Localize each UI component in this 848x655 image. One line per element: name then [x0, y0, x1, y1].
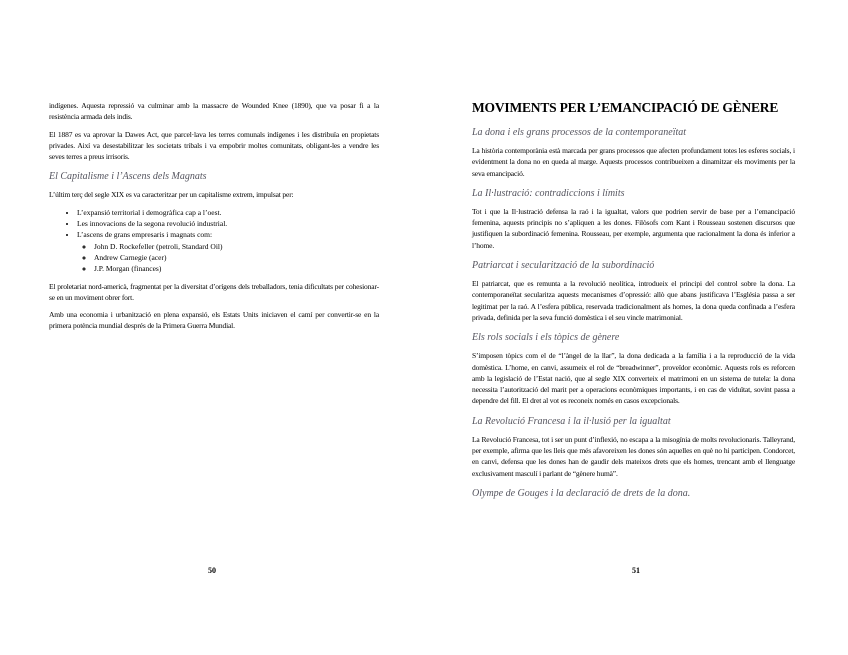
section-heading-capitalisme: El Capitalisme i l’Ascens dels Magnats — [49, 171, 207, 183]
page-number-right: 51 — [632, 566, 640, 575]
paragraph: El 1887 es va aprovar la Dawes Act, que parcel·lava les terres comunals indígenes i les distribuïa en propietats privades. Així va desestabilitzar les societats tribals i va empobrir moltes comunitats, obligant-les a vendre les seves terres a preus irrisoris. — [49, 129, 379, 162]
paragraph: indígenes. Aquesta repressió va culminar amb la massacre de Wounded Knee (1890), que va posar fi a la resistència armada dels indis. — [49, 101, 379, 122]
sub-list-item: ◦ John D. Rockefeller (petroli, Standard Oil) — [94, 241, 379, 252]
section-heading: La Il·lustració: contradiccions i límits — [472, 187, 625, 199]
list-item — [77, 229, 379, 274]
section-heading: La Revolució Francesa i la il·lusió per la igualtat — [472, 415, 671, 427]
paragraph: La història contemporània està marcada per grans processos que afecten profundament totes les esferes socials, i evidentment la dona no en queda al marge. Aquests processos contribueixen a dinamitzar els moviments per la seva emancipació. — [472, 146, 795, 178]
page-number-left: 50 — [208, 566, 216, 575]
paragraph: Amb una economia i urbanització en plena expansió, els Estats Units iniciaven el camí per convertir-se en la primera potència mundial després de la Primera Guerra Mundial. — [49, 310, 379, 331]
sub-bullet-list — [77, 241, 379, 275]
section-heading: Els rols socials i els tòpics de gènere — [472, 332, 620, 344]
paragraph: El patriarcat, que es remunta a la revolució neolítica, introdueix el principi del control sobre la dona. La contemporaneïtat secularitza aquests mecanismes d’opressió: allò que abans justificava l’Església passa a ser legitimat per la raó. A l’esfera pública, reservada tradicionalment als homes, la dona queda confinada a l’esfera privada, definida per la seva funció domèstica i el seu vincle matrimonial. — [472, 279, 795, 322]
paragraph: El proletariat nord-americà, fragmentat per la diversitat d’orígens dels treballadors, tenia dificultats per cohesionar-se en un moviment obrer fort. — [49, 281, 379, 302]
paragraph: La Revolució Francesa, tot i ser un punt d’inflexió, no escapa a la misogínia de molts revolucionaris. Talleyrand, per exemple, afirma que les lleis que més afavoreixen les dones són aquelles en què no hi participen. Condorcet, en canvi, defensa que les dones han de gaudir dels mateixos drets que els homes, trencant amb el llenguatge exclusivament masculí i parlant de “gènere humà”. — [472, 434, 795, 478]
section-heading: Patriarcat i secularització de la subordinació — [472, 260, 655, 272]
chapter-title: MOVIMENTS PER L’EMANCIPACIÓ DE GÈNERE — [472, 100, 779, 115]
section-heading: La dona i els grans processos de la contemporaneïtat — [472, 127, 687, 138]
paragraph: Tot i que la Il·lustració defensa la raó i la igualtat, valors que podrien servir de base per a l’emancipació femenina, aquests principis no s’apliquen a les dones. Filòsofs com Kant i Rousseau sostenen discursos que justifiquen la subordinació femenina. Rousseau, per exemple, argumenta que racionalment la dona és inferior a l’home. — [472, 206, 795, 250]
list-item-label: L’ascens de grans empresaris i magnats com: — [77, 230, 213, 240]
paragraph: S’imposen tòpics com el de “l’àngel de la llar”, la dona dedicada a la família i a la reproducció de la vida domèstica. L’home, en canvi, assumeix el rol de “breadwinner”, proveïdor econòmic. Aquests rols es reforcen amb la legislació de l’Estat nació, que al segle XIX converteix el matrimoni en un sistema de tutela: la dona necessita l’autorització del marit per a operacions econòmiques importants, i en cas de viduïtat, sovint passa a dependre del fill. El dret al vot es reconeix només en casos excepcionals. — [472, 351, 795, 406]
right-page — [424, 0, 848, 655]
bullet-list — [49, 207, 379, 275]
list-item: • L’expansió territorial i demogràfica cap a l’oest. — [77, 207, 379, 218]
sub-list-item: ◦ J.P. Morgan (finances) — [94, 263, 379, 274]
section-heading: Olympe de Gouges i la declaració de drets de la dona. — [472, 487, 691, 499]
paragraph: L’últim terç del segle XIX es va caracteritzar per un capitalisme extrem, impulsat per: — [49, 190, 294, 200]
sub-list-item: ◦ Andrew Carnegie (acer) — [94, 252, 379, 263]
list-item: • Les innovacions de la segona revolució industrial. — [77, 218, 379, 229]
